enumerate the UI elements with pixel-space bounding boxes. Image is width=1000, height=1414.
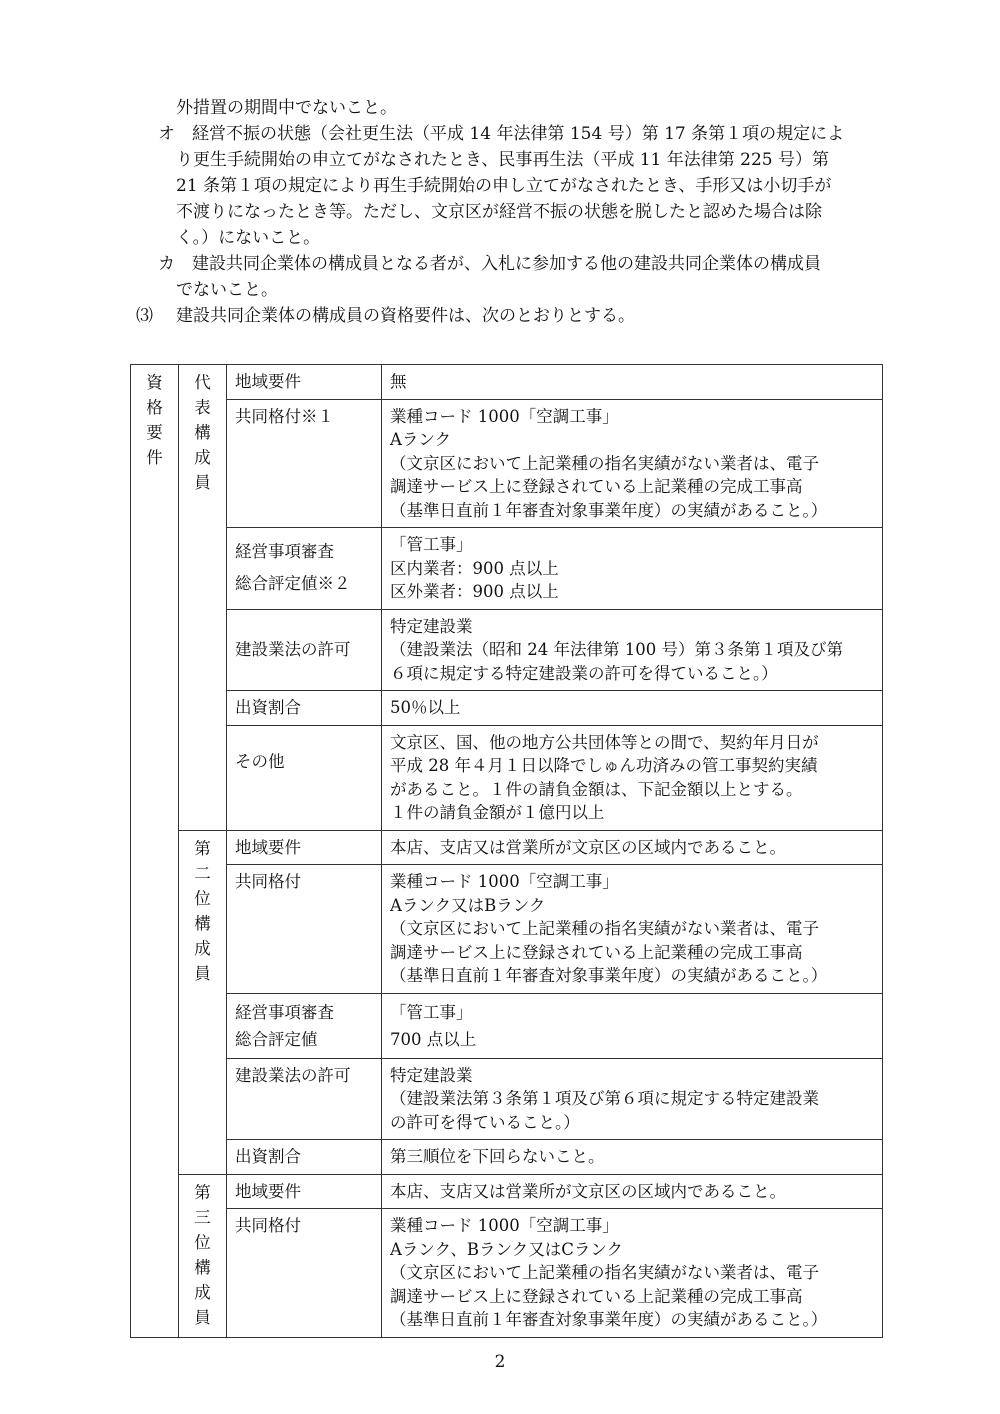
table-row	[131, 1058, 883, 1140]
item-label: 出資割合	[227, 691, 382, 726]
group-label-representative: 代表構成員	[179, 365, 227, 831]
group-label-second: 第二位構成員	[179, 830, 227, 1174]
item-content: 特定建設業 （建設業法（昭和 24 年法律第 100 号）第３条第１項及び第 ６項に規定する特定建設業の許可を得ていること。）	[382, 609, 883, 691]
item-label: 地域要件	[227, 1174, 382, 1209]
item-label: 共同格付	[227, 1209, 382, 1338]
table-row	[131, 365, 883, 400]
item-ka-label: カ	[158, 254, 175, 274]
item-label: 建設業法の許可	[227, 609, 382, 691]
item-label: 共同格付	[227, 865, 382, 994]
item-content: 本店、支店又は営業所が文京区の区域内であること。	[382, 830, 883, 865]
item-label: その他	[227, 725, 382, 830]
table-row	[131, 830, 883, 865]
item-content: 業種コード 1000「空調工事」 Aランク、Bランク又はCランク （文京区において上記業種の指名実績がない業者は、電子 調達サービス上に登録されている上記業種の完成工事高 （基準日直前１年審査対象事業年度）の実績があること。）	[382, 1209, 883, 1338]
item-label: 出資割合	[227, 1140, 382, 1175]
item-label: 経営事項審査 総合評定値※２	[227, 528, 382, 610]
item-content: 50％以上	[382, 691, 883, 726]
item-ka-line: でないこと。	[176, 280, 278, 300]
requirements-table	[130, 364, 883, 1338]
item-o-line: 経営不振の状態（会社更生法（平成 14 年法律第 154 号）第 17 条第１項の規定によ	[192, 124, 845, 144]
item-content: 第三順位を下回らないこと。	[382, 1140, 883, 1175]
item-o-line: く。）にないこと。	[176, 228, 321, 248]
item-content: 「管工事」 700 点以上	[382, 993, 883, 1058]
item-content: 特定建設業 （建設業法第３条第１項及び第６項に規定する特定建設業 の許可を得ていること。）	[382, 1058, 883, 1140]
page-number: 2	[494, 1352, 506, 1372]
item-label: 地域要件	[227, 830, 382, 865]
item-label: 経営事項審査 総合評定値	[227, 993, 382, 1058]
item-content: 「管工事」 区内業者：900 点以上 区外業者：900 点以上	[382, 528, 883, 610]
item-content: 業種コード 1000「空調工事」 Aランク （文京区において上記業種の指名実績がない業者は、電子 調達サービス上に登録されている上記業種の完成工事高 （基準日直前１年審査対象事業年度）の実績があること。）	[382, 399, 883, 528]
table-row	[131, 725, 883, 830]
item-content: 文京区、国、他の地方公共団体等との間で、契約年月日が 平成 28 年４月１日以降でしゅん功済みの管工事契約実績 があること。１件の請負金額は、下記金額以上とする。 １件の請負金額が１億円以上	[382, 725, 883, 830]
item-3-label: ⑶	[136, 306, 153, 326]
table-row	[131, 528, 883, 610]
item-label: 地域要件	[227, 365, 382, 400]
item-content: 無	[382, 365, 883, 400]
item-ka-line: 建設共同企業体の構成員となる者が、入札に参加する他の建設共同企業体の構成員	[192, 254, 821, 274]
table-row	[131, 691, 883, 726]
item-content: 本店、支店又は営業所が文京区の区域内であること。	[382, 1174, 883, 1209]
item-o-line: り更生手続開始の申立てがなされたとき、民事再生法（平成 11 年法律第 225 号）第	[176, 150, 830, 170]
table-row	[131, 865, 883, 994]
item-o-line: 21 条第１項の規定により再生手続開始の申し立てがなされたとき、手形又は小切手が	[176, 176, 832, 196]
table-row	[131, 1140, 883, 1175]
item-content: 業種コード 1000「空調工事」 Aランク又はBランク （文京区において上記業種の指名実績がない業者は、電子 調達サービス上に登録されている上記業種の完成工事高 （基準日直前１年審査対象事業年度）の実績があること。）	[382, 865, 883, 994]
table-row	[131, 1174, 883, 1209]
table-row	[131, 399, 883, 528]
item-label: 共同格付※１	[227, 399, 382, 528]
item-o-line: 不渡りになったとき等。ただし、文京区が経営不振の状態を脱したと認めた場合は除	[176, 202, 822, 222]
continuation-line: 外措置の期間中でないこと。	[176, 98, 397, 118]
table-row	[131, 609, 883, 691]
table-row	[131, 993, 883, 1058]
table-row	[131, 1209, 883, 1338]
item-3-text: 建設共同企業体の構成員の資格要件は、次のとおりとする。	[176, 306, 635, 326]
group-label-third: 第三位構成員	[179, 1174, 227, 1337]
item-o-label: オ	[158, 124, 175, 144]
qualification-requirements-header: 資格要件	[131, 365, 179, 1338]
item-label: 建設業法の許可	[227, 1058, 382, 1140]
